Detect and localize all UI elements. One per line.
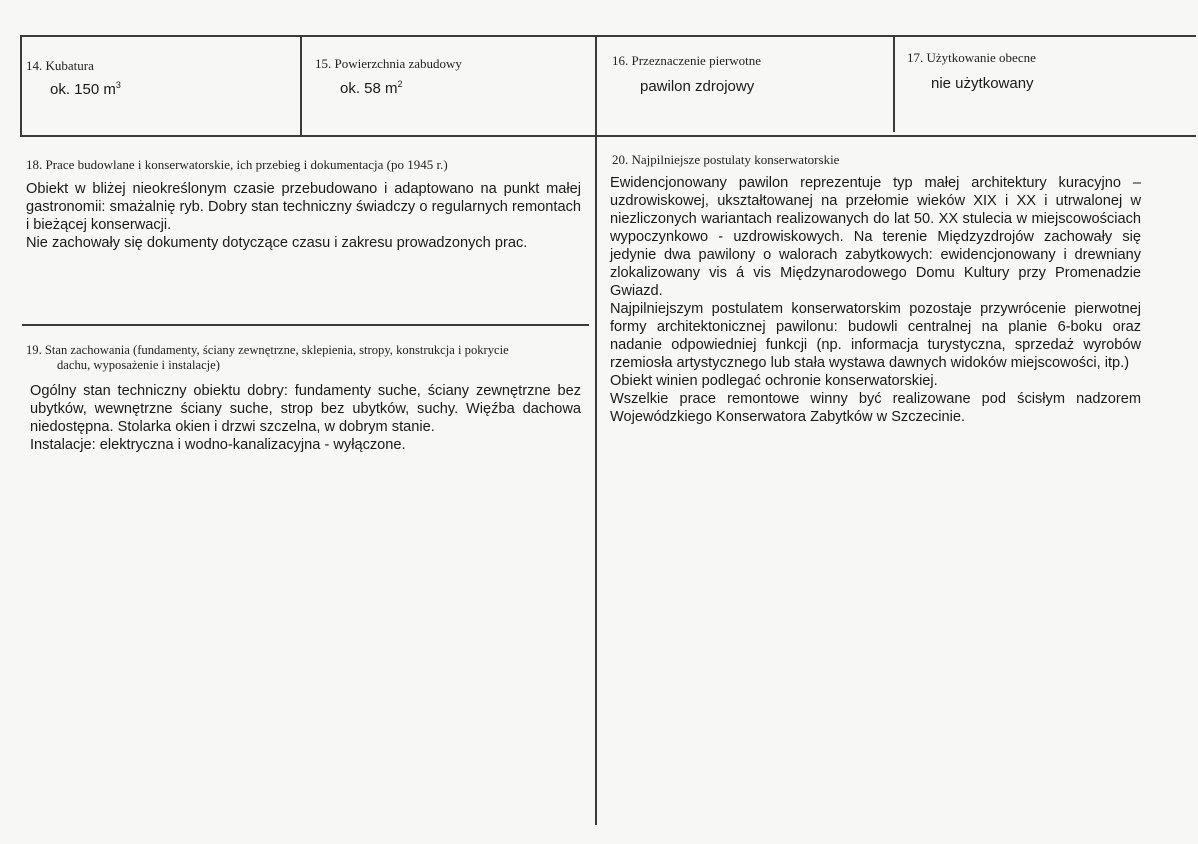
col-divider-14-15 [300,35,302,137]
paragraph: Najpilniejszym postulatem konserwatorskim pozostaje przywrócenie pierwotnej formy architektonicznej pawilonu: budowli centralnej na planie 6-boku oraz nadanie odpowiedniej funkcji (np. informacja turystyczna, sprzedaż wyrobów rzemiosła artystycznego lub stała wystawa dawnych widoków miejscowości, itp.) [610,301,1141,371]
paragraph: Ogólny stan techniczny obiektu dobry: fundamenty suche, ściany zewnętrzne bez ubytków, wewnętrzne ściany suche, strop bez ubytków, suchy. Więźba dachowa niedostępna. Stolarka okien i drzwi szczelna, w dobrym stanie. [30,383,581,435]
paragraph: Nie zachowały się dokumenty dotyczące czasu i zakresu prowadzonych prac. [26,235,528,251]
paragraph: Obiekt w bliżej nieokreślonym czasie przebudowano i adaptowano na punkt małej gastronomii: smażalnię ryb. Dobry stan techniczny świadczy o regularnych remontach i bieżącej konserwacji. [26,181,581,233]
section-body-18 [26,180,581,252]
paragraph: Instalacje: elektryczna i wodno-kanalizacyjna - wyłączone. [30,437,406,453]
section-label-18: 18. Prace budowlane i konserwatorskie, ich przebieg i dokumentacja (po 1945 r.) [26,157,448,172]
section-body-20 [610,174,1141,426]
field-value-powierzchnia: ok. 58 $m^2$ [340,79,403,97]
field-label-powierzchnia: 15. Powierzchnia zabudowy [315,56,462,71]
top-border [20,35,1196,37]
section-label-20: 20. Najpilniejsze postulaty konserwatorskie [612,152,840,167]
field-label-przeznaczenie: 16. Przeznaczenie pierwotne [612,53,762,68]
col-divider-main [595,35,597,825]
left-border [20,35,22,137]
section-label-19-line2: dachu, wyposażenie i instalacje) [57,358,220,372]
row-divider [20,135,1196,137]
section-divider-18-19 [22,324,589,326]
field-label-uzytkowanie: 17. Użytkowanie obecne [907,50,1036,65]
field-label-kubatura: 14. Kubatura [26,58,94,73]
col-divider-16-17 [893,35,895,132]
section-body-19 [30,382,581,454]
field-value-uzytkowanie: nie użytkowany [931,75,1034,92]
paragraph: Wszelkie prace remontowe winny być realizowane pod ścisłym nadzorem Wojewódzkiego Konserwatora Zabytków w Szczecinie. [610,391,1141,425]
paragraph: Obiekt winien podlegać ochronie konserwatorskiej. [610,373,938,389]
field-value-przeznaczenie: pawilon zdrojowy [640,78,755,95]
paragraph: Ewidencjonowany pawilon reprezentuje typ małej architektury kuracyjno – uzdrowiskowej, ukształtowanej na przełomie wieków XIX i XX i utrwalonej w niezliczonych wariantach realizowanych do lat 50. XX stulecia w miejscowościach wypoczynkowo - uzdrowiskowych. Na terenie Międzyzdrojów zachowały się jedynie dwa pawilony o walorach zabytkowych: ewidencjonowany i drewniany zlokalizowany vis á vis Międzynarodowego Domu Kultury przy Promenadzie Gwiazd. [610,175,1141,299]
field-value-kubatura: ok. 150 $m^3$ [50,80,121,98]
section-label-19-line1: 19. Stan zachowania (fundamenty, ściany zewnętrzne, sklepienia, stropy, konstrukcja i pokrycie [26,343,509,357]
